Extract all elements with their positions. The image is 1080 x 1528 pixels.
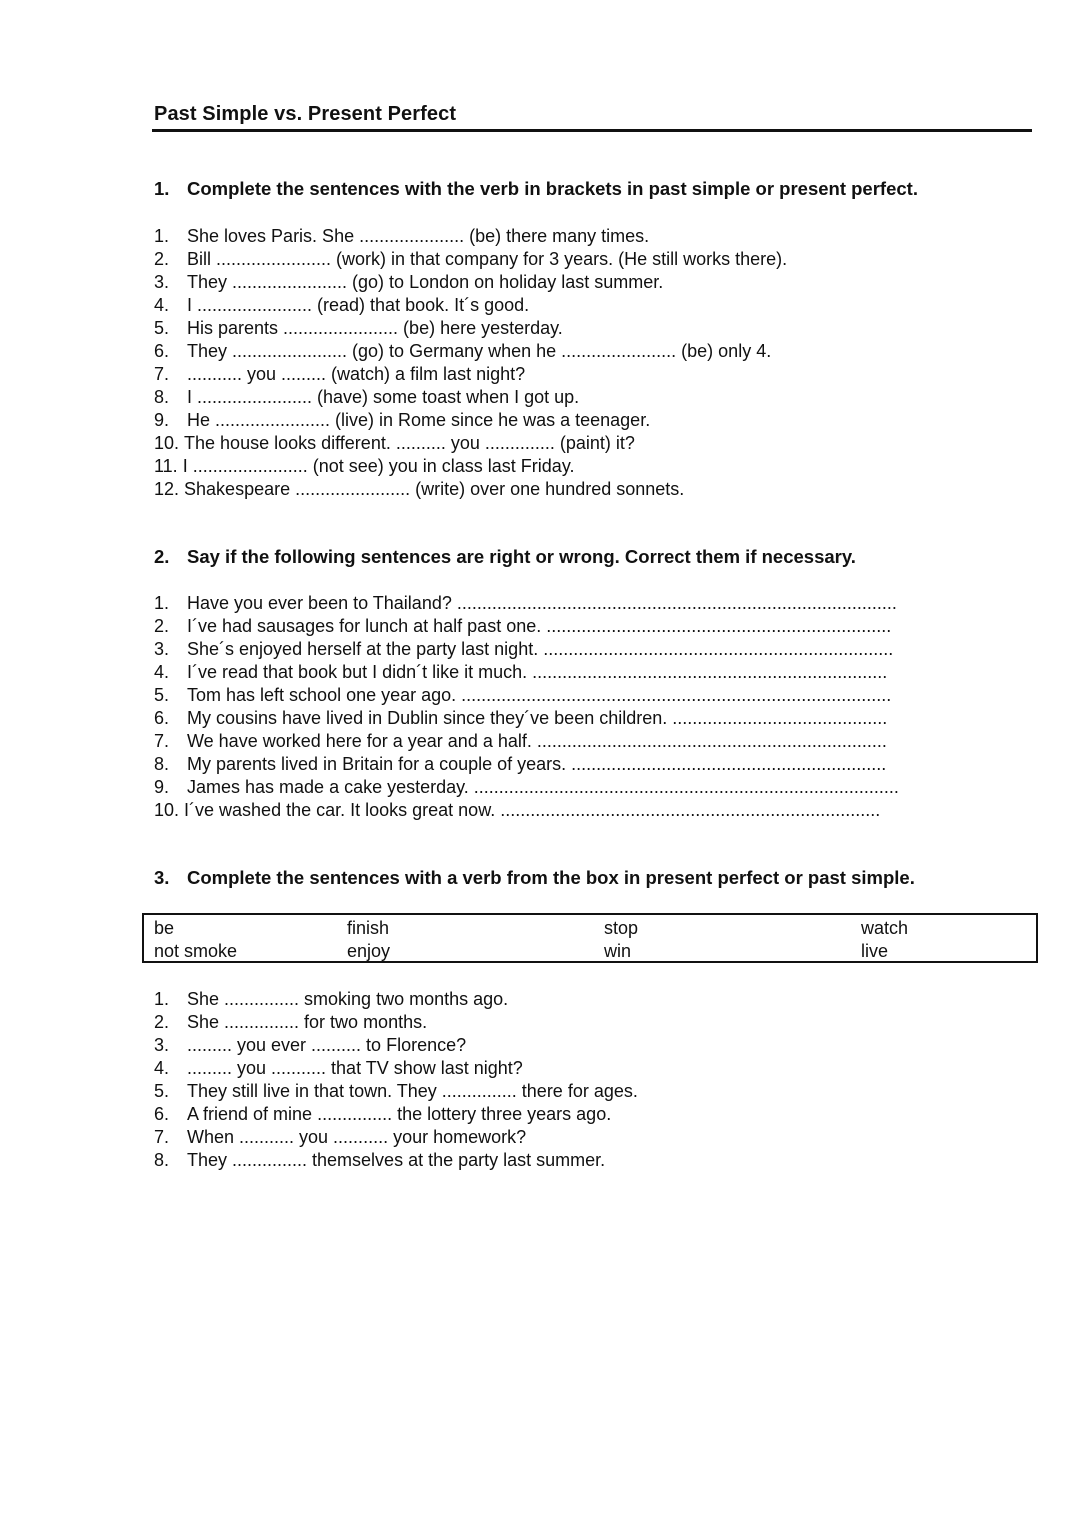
box-word: live [861, 941, 889, 961]
list-item: 1. Have you ever been to Thailand? ........................................................................................ [154, 593, 897, 613]
item-text: I ....................... (not see) you in class last Friday. [182, 456, 575, 476]
box-word: watch [861, 918, 909, 938]
item-text: I´ve had sausages for lunch at half past one. ..................................................................... [187, 616, 892, 636]
list-item: 1. She ............... smoking two months ago. [154, 989, 509, 1009]
box-word: not smoke [154, 941, 238, 961]
box-word: enjoy [347, 941, 391, 961]
section-2-number: 2. [154, 546, 170, 567]
list-item: 3. ......... you ever .......... to Florence? [154, 1035, 467, 1055]
section-2-heading [154, 546, 856, 568]
item-text: Have you ever been to Thailand? ........................................................................................ [187, 593, 897, 613]
section-3-heading-text: Complete the sentences with a verb from the box in present perfect or past simple. [187, 867, 915, 888]
item-text: My parents lived in Britain for a couple of years. ............................................................... [187, 754, 887, 774]
list-item: 5. Tom has left school one year ago. ...................................................................................... [154, 685, 892, 705]
item-text: Bill ....................... (work) in that company for 3 years. (He still works there). [187, 249, 788, 269]
list-item: 1. She loves Paris. She ..................... (be) there many times. [154, 226, 650, 246]
item-text: I ....................... (have) some toast when I got up. [187, 387, 580, 407]
list-item: 6. They ....................... (go) to Germany when he ....................... (be) only 4. [154, 341, 772, 361]
list-item: 5. They still live in that town. They ............... there for ages. [154, 1081, 638, 1101]
item-text: A friend of mine ............... the lottery three years ago. [187, 1104, 612, 1124]
section-1-heading [154, 178, 918, 200]
item-text: I ....................... (read) that book. It´s good. [187, 295, 530, 315]
section-1-list [154, 225, 787, 501]
list-item: 8. My parents lived in Britain for a couple of years. ............................................................... [154, 754, 887, 774]
item-text: When ........... you ........... your homework? [187, 1127, 527, 1147]
list-item: 4. I´ve read that book but I didn´t like it much. ....................................................................... [154, 662, 888, 682]
item-text: She ............... smoking two months ago. [187, 989, 509, 1009]
list-item: 2. I´ve had sausages for lunch at half past one. ..................................................................... [154, 616, 892, 636]
box-word: be [154, 918, 175, 938]
item-text: They ....................... (go) to Germany when he ....................... (be) only 4. [187, 341, 772, 361]
item-text: She ............... for two months. [187, 1012, 428, 1032]
item-text: Shakespeare ....................... (write) over one hundred sonnets. [184, 479, 685, 499]
page-title: Past Simple vs. Present Perfect [154, 103, 457, 125]
list-item: 8. They ............... themselves at the party last summer. [154, 1150, 606, 1170]
section-3-list [154, 988, 638, 1172]
list-item: 12. Shakespeare ....................... (write) over one hundred sonnets. [154, 479, 685, 499]
item-text: My cousins have lived in Dublin since they´ve been children. ........................................... [187, 708, 888, 728]
title-underline [152, 129, 1032, 132]
list-item: 9. He ....................... (live) in Rome since he was a teenager. [154, 410, 651, 430]
item-text: Tom has left school one year ago. ...................................................................................... [187, 685, 892, 705]
list-item: 7. We have worked here for a year and a half. ...................................................................... [154, 731, 887, 751]
item-text: ......... you ever .......... to Florence? [187, 1035, 467, 1055]
list-item: 5. His parents ....................... (be) here yesterday. [154, 318, 563, 338]
item-text: The house looks different. .......... you .............. (paint) it? [184, 433, 635, 453]
list-item: 2. Bill ....................... (work) in that company for 3 years. (He still works there). [154, 249, 788, 269]
item-text: He ....................... (live) in Rome since he was a teenager. [187, 410, 651, 430]
section-3-heading [154, 867, 915, 889]
item-text: His parents ....................... (be) here yesterday. [187, 318, 563, 338]
item-text: I´ve washed the car. It looks great now. ............................................................................ [184, 800, 881, 820]
section-3-number: 3. [154, 867, 170, 888]
list-item: 9. James has made a cake yesterday. ..................................................................................... [154, 777, 899, 797]
section-1-number: 1. [154, 178, 170, 199]
item-text: They still live in that town. They ............... there for ages. [187, 1081, 638, 1101]
item-text: She´s enjoyed herself at the party last night. ...................................................................... [187, 639, 894, 659]
list-item: 4. I ....................... (read) that book. It´s good. [154, 295, 530, 315]
list-item: 6. A friend of mine ............... the lottery three years ago. [154, 1104, 612, 1124]
item-text: She loves Paris. She ..................... (be) there many times. [187, 226, 650, 246]
box-word: finish [347, 918, 390, 938]
list-item: 3. They ....................... (go) to London on holiday last summer. [154, 272, 664, 292]
list-item: 7. ........... you ......... (watch) a film last night? [154, 364, 526, 384]
item-text: We have worked here for a year and a half. ...................................................................... [187, 731, 887, 751]
list-item: 4. ......... you ........... that TV show last night? [154, 1058, 523, 1078]
section-1-heading-text: Complete the sentences with the verb in brackets in past simple or present perfect. [187, 178, 918, 199]
list-item: 6. My cousins have lived in Dublin since they´ve been children. ........................................... [154, 708, 888, 728]
item-text: They ............... themselves at the party last summer. [187, 1150, 606, 1170]
list-item: 7. When ........... you ........... your homework? [154, 1127, 527, 1147]
list-item: 3. She´s enjoyed herself at the party last night. ...................................................................... [154, 639, 894, 659]
section-2-heading-text: Say if the following sentences are right or wrong. Correct them if necessary. [187, 546, 856, 567]
list-item: 11. I ....................... (not see) you in class last Friday. [154, 456, 575, 476]
section-2-list [154, 592, 899, 822]
item-text: James has made a cake yesterday. ..................................................................................... [187, 777, 899, 797]
list-item: 2. She ............... for two months. [154, 1012, 428, 1032]
item-text: ........... you ......... (watch) a film last night? [187, 364, 526, 384]
word-box [142, 913, 1038, 963]
box-word: stop [604, 918, 639, 938]
box-word: win [604, 941, 632, 961]
list-item: 10. I´ve washed the car. It looks great now. ............................................................................ [154, 800, 881, 820]
list-item: 10. The house looks different. .......... you .............. (paint) it? [154, 433, 635, 453]
item-text: ......... you ........... that TV show last night? [187, 1058, 523, 1078]
item-text: They ....................... (go) to London on holiday last summer. [187, 272, 664, 292]
list-item: 8. I ....................... (have) some toast when I got up. [154, 387, 580, 407]
item-text: I´ve read that book but I didn´t like it much. ....................................................................... [187, 662, 888, 682]
